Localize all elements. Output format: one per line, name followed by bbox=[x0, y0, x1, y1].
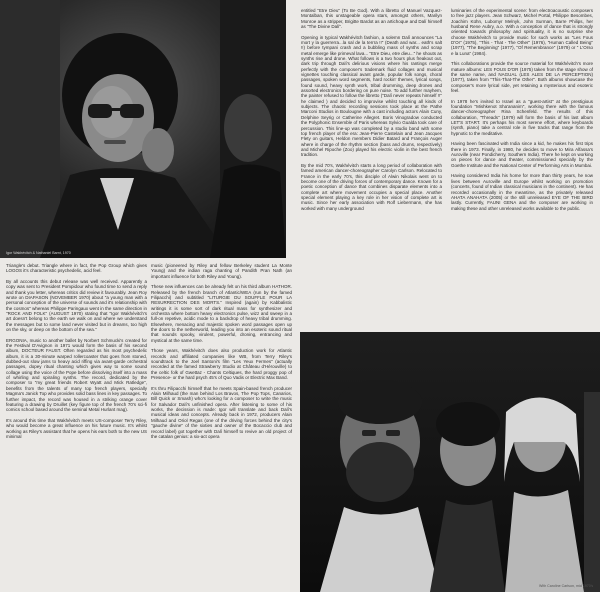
photo-caption-bottom: With Caroline Carlson, mid 1970's bbox=[539, 584, 594, 588]
text-column-4 bbox=[451, 8, 593, 211]
photo-carlson-group bbox=[300, 332, 600, 592]
paragraph: This collaborations provide the source material for Wakhévitch's more mature albums: LES FOUS D'OR (1975) taken from the stage show of the same name, and NAGUAL (LES ALES DE LA PERCEPTION) (1977), taken from "This-That-The Other". Both albums showcase the composer's more lyrical side, yet retaining a mysterious and esoteric feel. bbox=[451, 61, 593, 94]
text-column-1 bbox=[6, 263, 147, 439]
paragraph: It's thru Filipacchi himself that he meets Spain-based french producer Alain Milhaud (the man behind Los Bravos, The Pop Tops, Canarios, Bill Quick or Smash) who's looking for a composer to write the music for Salvador Dalí's unfinished opera. After listening to some of his works, the decission is made: Igor will translate and back Dalí's musical ideas and concepts. Already back in 1972, producers Alain Milhaud and Oriol Regas (one of the driving forces behind the city's "gauche divine" of the sixties and owner of the Bocaccio club and record label) got together with Dalí himself to revive an old project of the catalan genius: a six-act opera bbox=[151, 385, 292, 439]
paragraph: Opening in typical Wakhévitch fashion, a solemn Dalí announces "La mort y la guerrerra...la sal de la terrra !!" (Death and war... eath's salt !!) before tympani crash and a bubbling mass of synths and scrap metal emerge like primeval lava... "Etre Dieu, etre dieu..." he shouts as synths rise and drone. What follows is a two hours plus freakout out, dark trip through Dalí's delirious visions where his rantings merge perfectly with the composer's trademark fluid collages and musical vignettes touching classical avant garde, popular folk songs, choral passages, spoken word segments, hard rockin' themes, lyrical songs, found sound, heavy synth work, tribal drumming, deep drones and assorted electronics bordering on pure noise. To add further mayhem, the painter refused to follow the libretto ("Dalí never repeats himself !!" he claimed ) and decided to improvise whilst touching all kinds of subjects. The chaotic recording sessions took place at the Pathe Marconi Studios in Boulougne with a cast including actors Alain Cuny, Delphine Seyrig or Catherine Allegret. Boris Vinogradow conducted the Polyphonic Ensemble of Paris whereas Sylvio Gualda took care of percussion. This line-up was completed by a studio band with some top french player of the era: Jean-Pierre Castelain and Jean Jacques Flety on guitars, Heldon members Didier Batard and François Auger where in charge of the rhythm section (bass and drums, respectively) and Michel Ripoche (Zoo) played his electric violin in the best french tradition. bbox=[301, 34, 442, 158]
paragraph: ERGONIA, music to another ballet by Norbert Schmucki's created for the Festival D'Avignon in 1971 would form the basis of his second album, DOCTEUR FAUST. Often regarded as his most psychedelic album, it is a 30-minute warped rollercoaster that goes from stoned, dubbed-out slow jams to heavy acid riffing via avant-garde orchestral passages, dopey ritual chanting which gives way to some sound collage using the voice of the Pope before dissolving itself into a mass of whirling and spiraling synths. The record, dedicated by the composer to "my great friends Robert Wyatt and Mick Ratledge", benefits from the talents of many top french players, specially Magma's Janick Top who provides solid bass lines in key passages. To further impact, the record was housed in a striking orange cover featuring a drawing by Druillet (key figure top of the french 70's sci-fi comics school based around the seminal Metal Hurlant mag). bbox=[6, 337, 147, 413]
text-column-3 bbox=[301, 8, 442, 211]
text-column-2 bbox=[151, 263, 292, 439]
paragraph: By all accounts this debut release was well received. Apparently a copy was sent to President Pompidour who found time to send a reply and thank you letter, whereas critics did review it favourably. Jean Roy wrote on DIAPASON (NOVEMBER 1970) about "a young man with a personal conception of the universe of sounds and it's relationship with the cosmos" whereas Philippe Paringaux went in the same direction in "ROCK AND FOLK" (AUGUST 1970) stating that "Igor Wakhévitch's art doesn't belong to the earth we walk on and where we understand the messages but to some land never visited but in dreams, too high on the sky, or deep on the bottom of the sea." bbox=[6, 278, 147, 333]
paragraph: It's around this time that Wakhévitch meets US-composer Terry Riley, who would become a great influence on his future music. It's whilst working as Riley's assistant that he opens his ears both to the new US minimal bbox=[6, 417, 147, 439]
photo-wakhevitch-barnt bbox=[0, 0, 286, 258]
photo-image bbox=[300, 332, 600, 592]
paragraph: In 1978 he's invited to Israel as a "guest-artist" at the prestigious foundation "Mishkenot Sha'ananim", working there with the famous dancer-choreographer Rina Schenfeld. The results of this collaboration, "Threads" (1979) will form the basis of his last album LET'S START. It's perhaps his most serene effort, where keyboards (synth, piano) take a central role in five tracks that range from the hypnotic to the meditative. bbox=[451, 98, 593, 136]
paragraph: music (pioneered by Riley and fellow Berkeley student La Monte Young) and the indian raga chanting of Pandith Pran Nath (an important influence for both Riley and Young). bbox=[151, 263, 292, 279]
paragraph: Having considered India his home for more than thirty years, he now lives between Auroville and Europe whilst working on promotion (concerts, found of Indian classical musicians in the continent). He has recorded occasionally in the meantime, as the privately released AHATA ANAHATA (2005) or the still unreleased EYE OF THE BIRD lastly. Currently, FAUNI GENA and the composer are working in making these and other unreleased works available to the public. bbox=[451, 173, 593, 211]
paragraph: By the mid 70's, Wakhévitch starts a long period of collaboration with famed american dancer-choreographer Carolyn Carlson. Relocated to France in the early 70's, this disciple of Alwin Nikolais went on to become one of the driving forces of contemporary dance. Known for a poetic conception of dance that combines disparate elements into a complete art where movement occupies a special place. Another special element playing a key role in her vision of complete art is music. Since her early association with Rolf Liebermann, she has worked with many underground bbox=[301, 162, 442, 211]
photo-image bbox=[0, 0, 286, 258]
paragraph: Having been fascinated with India since a kid, he makes his first trips there in 1973. Finally, in 1980, he decides to move to Mira Alfassa's Auroville (near Pondicherry, Southern India). There he kept on working on pieces for dance and theater, commissioned specially by the Goethe Institute and the National Center of Performing Arts in Mumbai. bbox=[451, 141, 593, 168]
paragraph: entitled "Etre Dieu" (To Be God). With a libretto of Manuel Vazquez-Montalban, this unstageable opera stars, amongst others, Marilyn Monroe as a stripper, Brigitte Bardot as an artichoque and Dalí himself as "The Divine Dalí". bbox=[301, 8, 442, 30]
paragraph: luminaries of the experimental scene: from electroacoustic composers to free jazz players. Jean Schwarz, Michel Portal, Philippe Besombes, Joachim Kühn, Lubomyr Melnyk, John Surman, Barre Philips, her husband Rene Aubry, a.o. With a conception of dance that is strongly oriented towards philosophy and spirituality, it is no surprise she choose Wakhévitch to provide music for such works as "Les Fous D'Or" (1975), "This - That - The Other" (1976), "Human Called Being" (1977), "The Beginning" (1977), "Of Remembrance" (1979) or " L'Orso e la Luna" (1984). bbox=[451, 8, 593, 56]
paragraph: Triangle's debut. Triangle where in fact, the Pop Group which gives LOGOS it's characteristic psychedelic, acid feel. bbox=[6, 263, 147, 274]
photo-caption-top: Igor Wakhévitch & Nathaniel Barnt, 1970 bbox=[6, 251, 71, 255]
paragraph: These new influences can be already felt on his third album HATHOR. Released by the french branch of Atlantic/WEA (run by the famed Filipacchi) and subtitled "LITURGIE DU SOUFFLE POUR LA RESURRECTION DES MORTS." Inspired (again) by Kabbalistic writings it is some sort of dark ritual mass for synthesizer and orchestra where bottom heavy electronics pulse, wizz and sweep in a full-on repetive, acidic mode to a backdrop of heavy tribal drumming. Elsewhere, menacing and majestic spoken word passages open up the doors to the netherworld, leading you into an esoteric sound ritual that sounds spooky, virulent, powerful, droning, entrancing and mystical at the same time. bbox=[151, 284, 292, 343]
paragraph: Those years, Wakhévitch does also production work for Atlantic records and affiliated companies like WB, from Terry Riley's soundtrack to the Joel Santoni's film "Les Yeux Fermes" (actually recorded at the famed Strawberry Studio at Château d'Hérouville) to the celtic folk of Gwettaz - Chants Celtiques, the hard proggy pop of Presence- or the hard psych 45's of Quo Vadis or Electric Max Band. bbox=[151, 348, 292, 381]
